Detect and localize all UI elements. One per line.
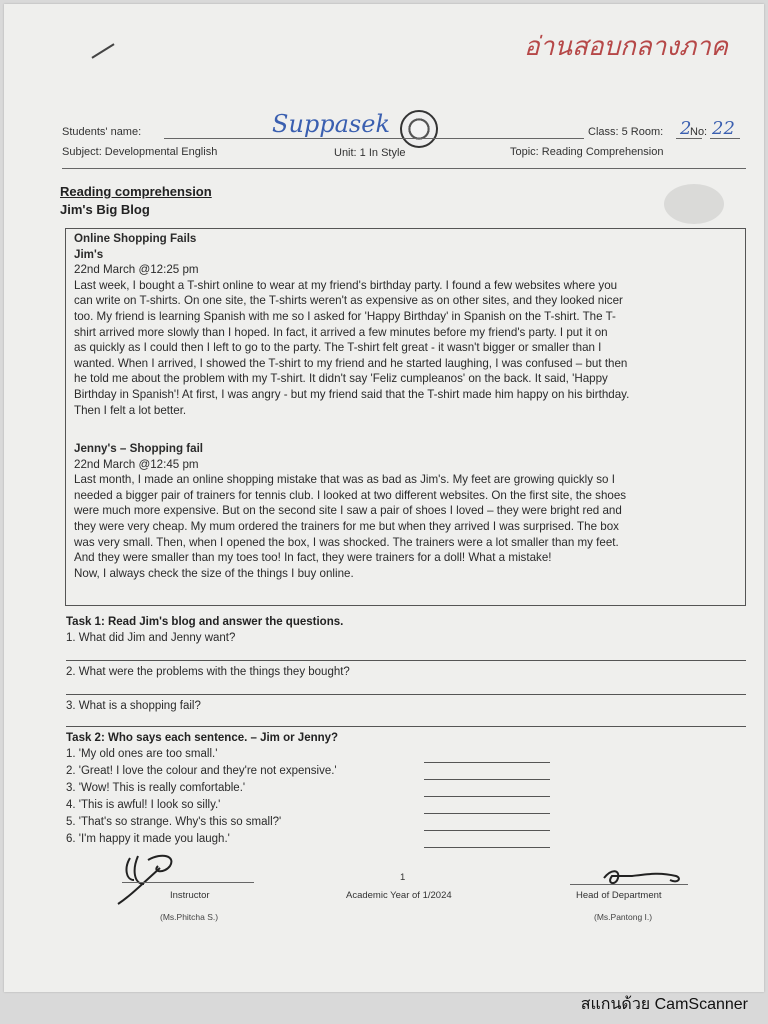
class-room-label: Class: 5 Room:: [588, 126, 664, 138]
page-number: 1: [400, 872, 406, 883]
post-jenny-line: And they were smaller than my toes too! In fact, they were trainers for a doll! What a mistake!: [74, 551, 552, 565]
camscanner-brand: สแกนด้วย CamScanner: [580, 996, 748, 1013]
task2-item: 2. 'Great! I love the colour and they're not expensive.': [66, 765, 337, 777]
post-jim-line: shirt arrived more slowly than I hoped. In fact, it arrived a few minutes before my friend's party. I put it on: [74, 325, 608, 339]
task1-title: Task 1: Read Jim's blog and answer the questions.: [66, 616, 344, 628]
answer-line[interactable]: [66, 694, 746, 695]
post-jenny: [74, 441, 736, 581]
post-jenny-title: Jenny's – Shopping fail: [74, 442, 204, 455]
academic-year: Academic Year of 1/2024: [346, 890, 452, 901]
post-jim-line: he told me about the problem with my T-shirt. It didn't say 'Feliz cumpleanos' on the back. It said, 'Happy: [74, 372, 608, 386]
header-divider: [62, 168, 746, 169]
school-seal-icon: [400, 110, 438, 148]
task2-item: 1. 'My old ones are too small.': [66, 748, 218, 760]
task1-question: 3. What is a shopping fail?: [66, 700, 201, 712]
background-watermark: [664, 184, 724, 224]
instructor-label: Instructor: [170, 890, 210, 901]
task2-title: Task 2: Who says each sentence. – Jim or Jenny?: [66, 732, 339, 744]
post-jim-date: 22nd March @12:25 pm: [74, 263, 199, 277]
pen-mark: [91, 43, 114, 58]
answer-blank[interactable]: [424, 762, 550, 763]
post-jim-author: Jim's: [74, 247, 104, 261]
post-jim-line: wanted. When I arrived, I showed the T-shirt to my friend and he started laughing, I was confused – but then: [74, 356, 628, 370]
unit-label: Unit: 1 In Style: [334, 147, 406, 159]
blog-box: [65, 228, 746, 606]
post-jim: [74, 231, 736, 418]
answer-line[interactable]: [66, 726, 746, 727]
no-handwritten: 22: [712, 118, 735, 139]
task2-item: 5. 'That's so strange. Why's this so small?': [66, 816, 282, 828]
instructor-sign-line: [122, 882, 254, 883]
worksheet-page: [4, 4, 764, 992]
post-jim-title: Online Shopping Fails: [74, 232, 197, 245]
no-label: No:: [690, 126, 708, 138]
handwritten-top-note: อ่านสอบกลางภาค: [524, 32, 729, 62]
post-jenny-line: they were very cheap. My mum ordered the trainers for me but when they arrived I was surprised. The box: [74, 519, 619, 533]
head-signature-icon: [598, 864, 698, 890]
task2-item: 3. 'Wow! This is really comfortable.': [66, 782, 246, 794]
head-label: Head of Department: [576, 890, 662, 901]
task2-item: 6. 'I'm happy it made you laugh.': [66, 833, 230, 845]
task2-item: 4. 'This is awful! I look so silly.': [66, 799, 221, 811]
student-name-handwritten: Suppasek: [272, 110, 390, 138]
post-jim-line: can write on T-shirts. On one site, the T-shirts weren't as expensive as on other sites, and they looked nicer: [74, 294, 623, 308]
answer-blank[interactable]: [424, 779, 550, 780]
answer-blank[interactable]: [424, 796, 550, 797]
students-name-label: Students' name:: [62, 126, 142, 138]
task1-question: 2. What were the problems with the things they bought?: [66, 666, 350, 678]
answer-blank[interactable]: [424, 813, 550, 814]
section-title: Reading comprehension: [60, 184, 212, 199]
answer-blank[interactable]: [424, 847, 550, 848]
post-jim-line: Birthday in Spanish'! At first, I was angry - but my friend said that the T-shirt made him happy on his birthday.: [74, 387, 630, 401]
name-underline: [164, 138, 584, 139]
post-jim-line: as quickly as I could then I left to go to the party. The T-shirt felt great - it wasn't bigger or smaller than I: [74, 341, 602, 355]
post-jenny-line: was very small. Then, when I opened the box, I was shocked. The trainers were a lot smaller than my feet.: [74, 535, 619, 549]
answer-line[interactable]: [66, 660, 746, 661]
post-jim-line: too. My friend is learning Spanish with me so I asked for 'Happy Birthday' in Spanish on the T-shirt. The T-: [74, 309, 616, 323]
subject-label: Subject: Developmental English: [62, 146, 218, 158]
instructor-signature-icon: [100, 850, 230, 906]
head-sign-line: [570, 884, 688, 885]
head-name: (Ms.Pantong I.): [594, 912, 653, 922]
post-jim-line: Then I felt a lot better.: [74, 403, 187, 417]
blog-title: Jim's Big Blog: [60, 202, 150, 217]
room-handwritten: 2: [680, 118, 692, 139]
post-jenny-line: needed a bigger pair of trainers for tennis club. I looked at two different websites. On the first site, the shoes: [74, 488, 627, 502]
post-jenny-date: 22nd March @12:45 pm: [74, 457, 199, 471]
post-jim-line: Last week, I bought a T-shirt online to wear at my friend's birthday party. I found a few websites where you: [74, 278, 618, 292]
instructor-name: (Ms.Phitcha S.): [160, 912, 219, 922]
post-jenny-line: were much more expensive. But on the second site I saw a pair of shoes I loved – they were bright red and: [74, 504, 622, 518]
task1-question: 1. What did Jim and Jenny want?: [66, 632, 236, 644]
post-jenny-line: Last month, I made an online shopping mistake that was as bad as Jim's. My feet are growing quickly so I: [74, 473, 615, 487]
answer-blank[interactable]: [424, 830, 550, 831]
topic-label: Topic: Reading Comprehension: [510, 146, 664, 158]
post-jenny-line: Now, I always check the size of the things I buy online.: [74, 566, 354, 580]
